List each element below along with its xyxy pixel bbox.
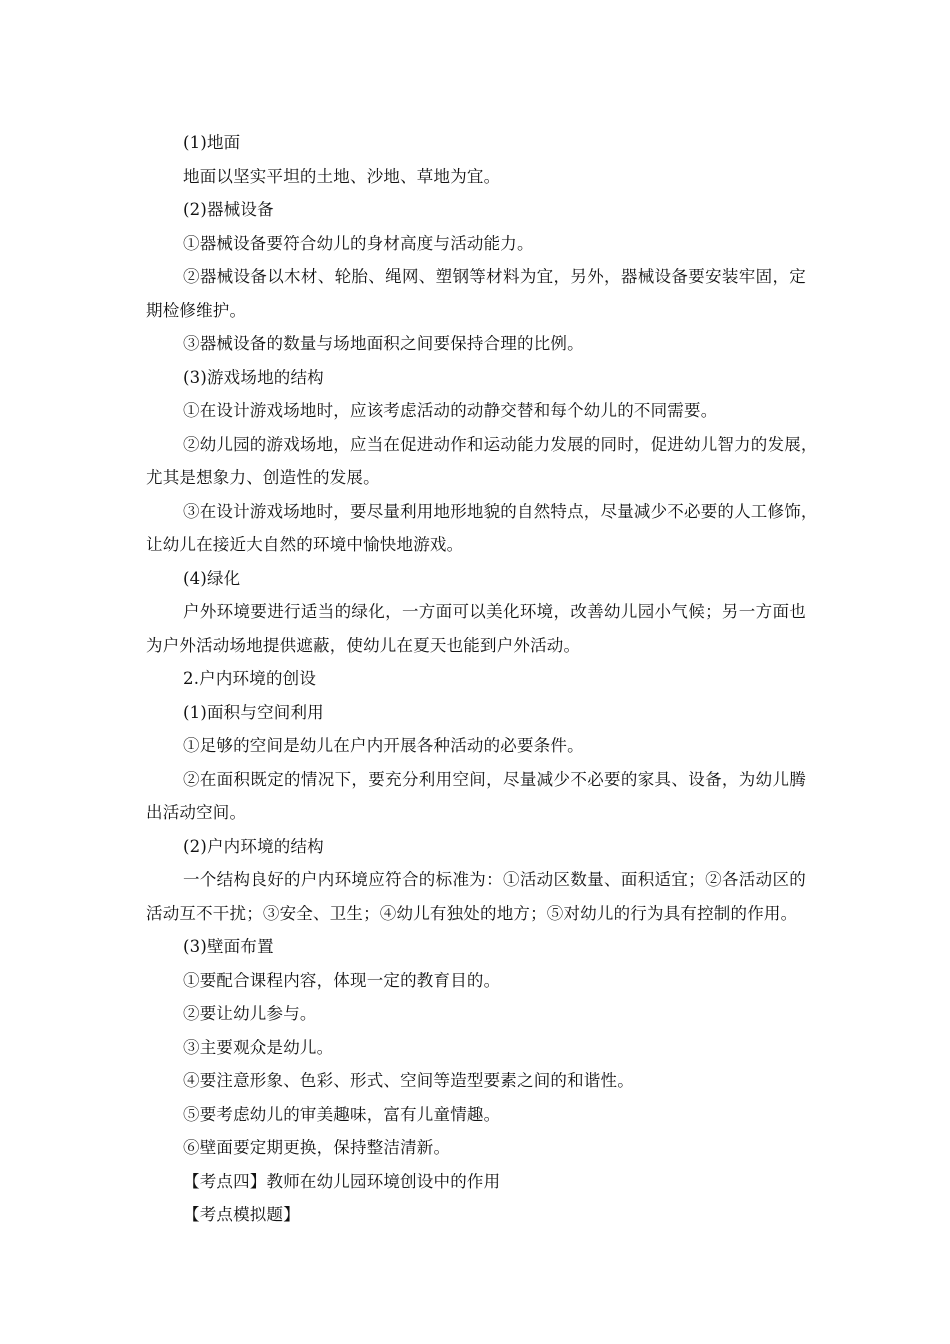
- paragraph-line: 一个结构良好的户内环境应符合的标准为：①活动区数量、面积适宜；②各活动区的: [183, 870, 806, 889]
- subheading-ground: (1)地面: [183, 133, 241, 152]
- exam-point-heading: 【考点四】教师在幼儿园环境创设中的作用: [183, 1171, 501, 1191]
- subheading-greening: (4)绿化: [183, 568, 241, 588]
- list-item: ③器械设备的数量与场地面积之间要保持合理的比例。: [183, 334, 584, 353]
- list-item-continuation: 出活动空间。: [146, 803, 247, 822]
- list-item: ③在设计游戏场地时，要尽量利用地形地貌的自然特点，尽量减少不必要的人工修饰，: [183, 501, 818, 521]
- list-item: ②幼儿园的游戏场地，应当在促进动作和运动能力发展的同时，促进幼儿智力的发展，: [183, 434, 818, 454]
- list-item: ③主要观众是幼儿。: [183, 1037, 334, 1057]
- list-item: ②在面积既定的情况下，要充分利用空间，尽量减少不必要的家具、设备，为幼儿腾: [183, 769, 806, 789]
- subheading-equipment: (2)器械设备: [183, 200, 274, 219]
- subheading-indoor-structure: (2)户内环境的结构: [183, 836, 324, 856]
- list-item-continuation: 尤其是想象力、创造性的发展。: [146, 468, 380, 487]
- paragraph-line: 户外环境要进行适当的绿化，一方面可以美化环境，改善幼儿园小气候；另一方面也: [183, 602, 806, 621]
- list-item: ②器械设备以木材、轮胎、绳网、塑钢等材料为宜，另外，器械设备要安装牢固，定: [183, 267, 806, 286]
- section-heading-indoor: 2.户内环境的创设: [183, 669, 317, 688]
- list-item: ⑥壁面要定期更换，保持整洁清新。: [183, 1138, 451, 1157]
- mock-question-heading: 【考点模拟题】: [183, 1205, 300, 1224]
- list-item: ①足够的空间是幼儿在户内开展各种活动的必要条件。: [183, 736, 584, 755]
- list-item-continuation: 期检修维护。: [146, 300, 247, 320]
- list-item-continuation: 让幼儿在接近大自然的环境中愉快地游戏。: [146, 535, 464, 554]
- subheading-area-space: (1)面积与空间利用: [183, 702, 324, 722]
- document-body: [146, 126, 818, 1232]
- list-item: ①在设计游戏场地时，应该考虑活动的动静交替和每个幼儿的不同需要。: [183, 401, 718, 420]
- paragraph-continuation: 活动互不干扰；③安全、卫生；④幼儿有独处的地方；⑤对幼儿的行为具有控制的作用。: [146, 903, 798, 923]
- list-item: ②要让幼儿参与。: [183, 1004, 317, 1023]
- list-item: ①器械设备要符合幼儿的身材高度与活动能力。: [183, 233, 534, 253]
- subheading-wall-layout: (3)壁面布置: [183, 937, 274, 956]
- paragraph-line: 地面以坚实平坦的土地、沙地、草地为宜。: [183, 166, 501, 186]
- list-item: ①要配合课程内容，体现一定的教育目的。: [183, 970, 501, 990]
- paragraph-continuation: 为户外活动场地提供遮蔽，使幼儿在夏天也能到户外活动。: [146, 635, 581, 655]
- subheading-play-area: (3)游戏场地的结构: [183, 367, 324, 387]
- list-item: ④要注意形象、色彩、形式、空间等造型要素之间的和谐性。: [183, 1071, 634, 1090]
- list-item: ⑤要考虑幼儿的审美趣味，富有儿童情趣。: [183, 1104, 501, 1124]
